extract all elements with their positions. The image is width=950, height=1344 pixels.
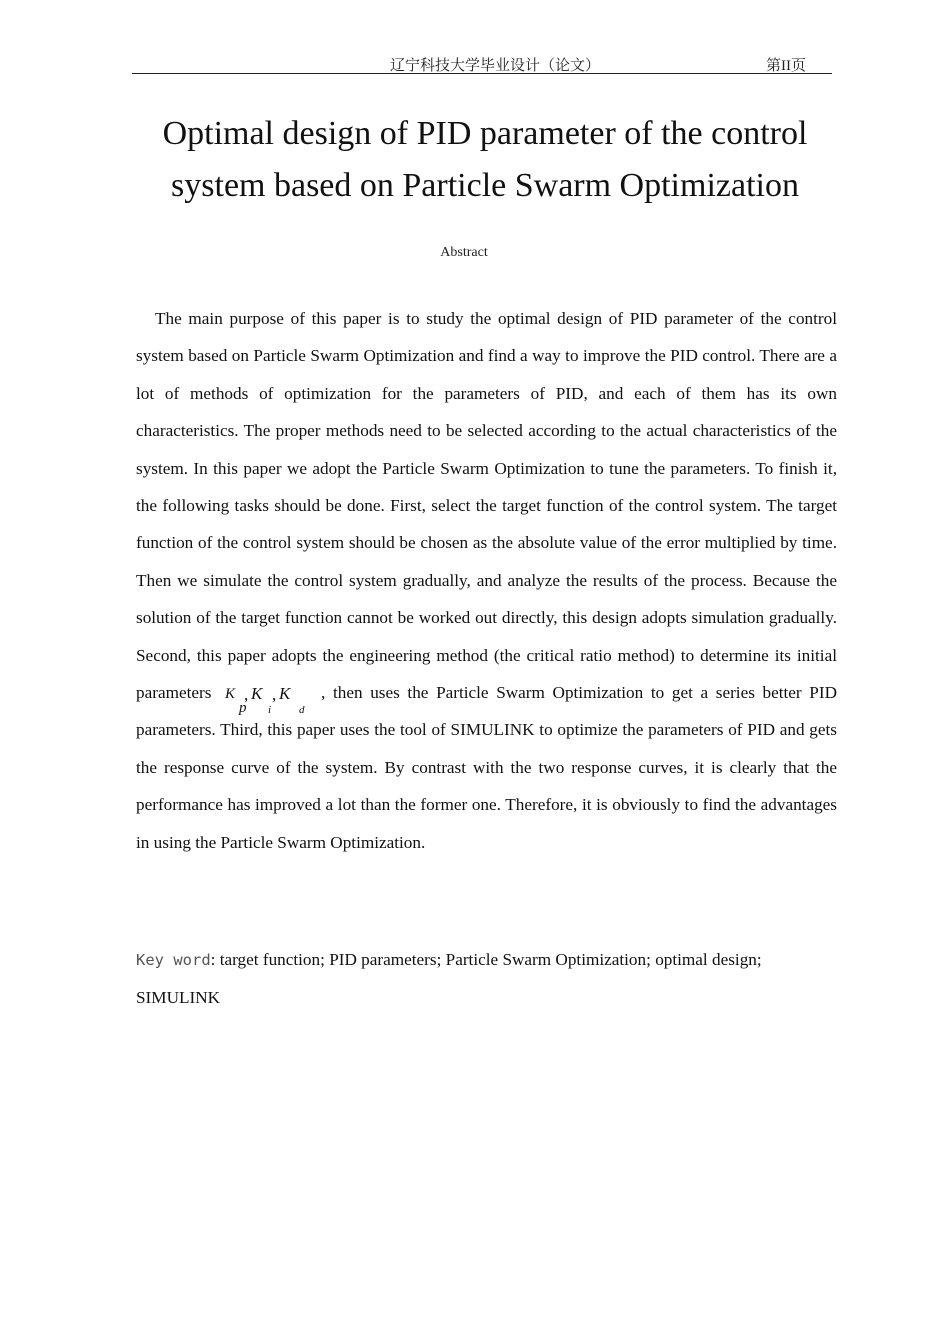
param-kd-symbol: K (279, 684, 291, 704)
pid-parameters-formula (219, 680, 321, 717)
abstract-text-after-params: , then uses the Particle Swarm Optimization to get a series better PID parameters. Third, this paper uses the tool of SIMULINK to optimize the parameters of PID and gets the response curve of the system. By contrast with the two response curves, it is clearly that the performance has improved a lot than the former one. Therefore, it is obviously to find the advantages in using the Particle Swarm Optimization. (136, 683, 837, 852)
abstract-heading: Abstract (440, 245, 488, 260)
title-line-1: Optimal design of PID parameter of the control (162, 115, 808, 152)
header-rule (132, 73, 832, 74)
param-kp-symbol: K (225, 686, 236, 703)
param-kd-subscript: d (299, 704, 305, 717)
param-separator-1: , (244, 685, 249, 705)
param-ki-symbol: K (251, 684, 263, 704)
param-separator-2: , (272, 685, 277, 705)
keywords-label: Key word (136, 951, 211, 969)
keywords-colon: : (210, 950, 216, 969)
keywords-text: target function; PID parameters; Particle Swarm Optimization; optimal design; SIMULINK (136, 950, 762, 1008)
abstract-text-before-params: The main purpose of this paper is to study the optimal design of PID parameter of the control system based on Particle Swarm Optimization and find a way to improve the PID control. There are a lot of methods of optimization for the parameters of PID, and each of them has its own characteristics. The proper methods need to be selected according to the actual characteristics of the system. In this paper we adopt the Particle Swarm Optimization to tune the parameters. To finish it, the following tasks should be done. First, select the target function of the control system. The target function of the control system should be chosen as the absolute value of the error multiplied by time. Then we simulate the control system gradually, and analyze the results of the process. Because the solution of the target function cannot be worked out directly, this design adopts simulation gradually. Second, this paper adopts the engineering method (the critical ratio method) to determine its initial parameters (136, 309, 837, 703)
page-title (100, 108, 870, 212)
header-school-name: 辽宁科技大学毕业设计（论文） (390, 58, 601, 74)
keywords-paragraph (136, 941, 837, 1017)
title-line-2: system based on Particle Swarm Optimization (171, 167, 799, 204)
param-kp-subscript: p (239, 700, 247, 717)
header-page-number: 第II页 (766, 58, 806, 74)
abstract-paragraph (136, 300, 837, 861)
param-ki-subscript: i (268, 704, 272, 717)
